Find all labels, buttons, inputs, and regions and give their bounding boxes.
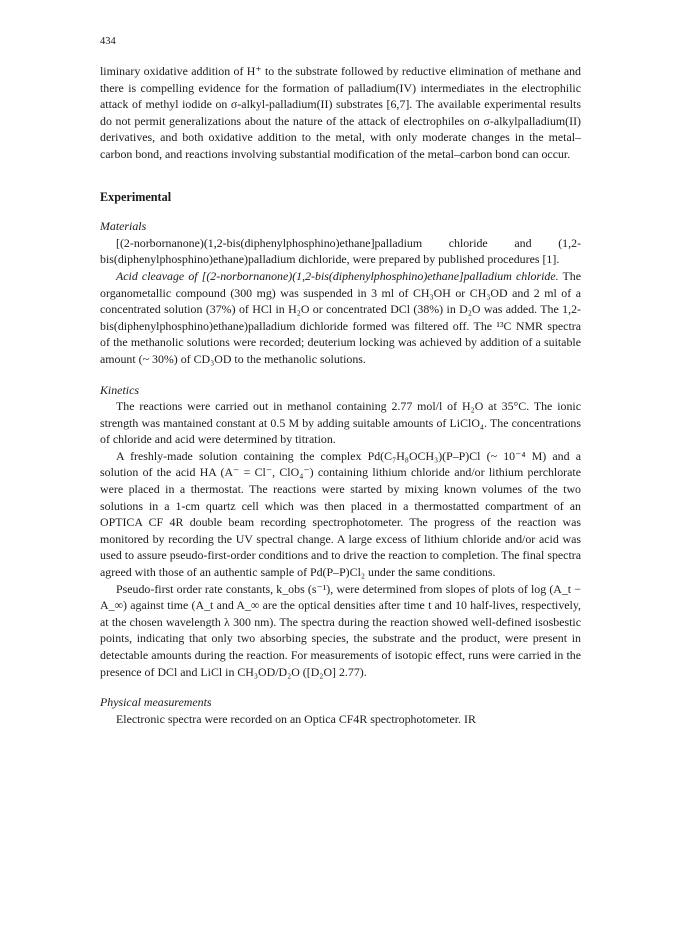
subheading-kinetics: Kinetics: [100, 382, 139, 397]
acid-cleavage-title: Acid cleavage of [(2-norbornanone)(1,2-bis(diphenylphosphino)ethane]palladium chloride.: [116, 268, 559, 283]
kinetics-paragraph-1: The reactions were carried out in methanol containing 2.77 mol/l of H₂O at 35°C. The ionic strength was mantained constant at 0.5 M by adding suitable amounts of LiClO₄. The concentrations of chloride and acid were determined by titration.: [100, 399, 581, 447]
page-number: 434: [100, 36, 116, 47]
acid-cleavage-body: The organometallic compound (300 mg) was suspended in 3 ml of CH₃OH or CH₃OD and 2 ml of a concentrated solution (37%) of HCl in H₂O or concentrated DCl (38%) in D₂O was added. The 1,2-bis(diphenylphosphino)ethane)palladium dichloride formed was filtered off. The ¹³C NMR spectra of the methanolic solutions were recorded; deuterium locking was achieved by addition of a suitable amount (~ 30%) of CD₃OD to the methanolic solutions.: [100, 268, 581, 366]
subheading-materials: Materials: [100, 219, 147, 234]
materials-paragraph-1: [(2-norbornanone)(1,2-bis(diphenylphosphino)ethane]palladium chloride and (1,2-bis(diphenylphosphino)ethane)palladium dichloride, were prepared by published procedures [1].: [100, 235, 581, 267]
materials-paragraph-2: [100, 268, 581, 368]
kinetics-paragraph-2: A freshly-made solution containing the complex Pd(C₇H₈OCH₃)(P–P)Cl (~ 10⁻⁴ M) and a solution of the acid HA (A⁻ = Cl⁻, ClO₄⁻) containing lithium chloride and/or lithium perchlorate were placed in a thermostat. The reactions were started by mixing known volumes of the two solutions in a 1-cm quartz cell which was then placed in a thermostatted compartment of an OPTICA CF 4R double beam recording spectrophotometer. The progress of the reaction was monitored by recording the UV spectral change. A large excess of lithium chloride and/or acid was used to assure pseudo-first-order conditions and to drive the reaction to completion. The final spectra agreed with those of an authentic sample of Pd(P–P)Cl₂ under the same conditions.: [100, 448, 581, 580]
page-body: [100, 63, 581, 727]
section-heading-experimental: Experimental: [100, 189, 172, 204]
physical-paragraph-1: Electronic spectra were recorded on an Optica CF4R spectrophotometer. IR: [116, 711, 476, 726]
intro-paragraph: liminary oxidative addition of H⁺ to the substrate followed by reductive elimination of methane and there is compelling evidence for the formation of palladium(IV) intermediates in the electrophilic attack of methyl iodide on σ-alkyl-palladium(II) substrates [6,7]. The available experimental results do not permit generalizations about the nature of the attack of electrophiles on σ-alkylpalladium(II) derivatives, and both oxidative addition to the metal, with only moderate changes in the metal–carbon bond, and reactions involving substantial modification of the metal–carbon bond can occur.: [100, 64, 581, 161]
subheading-physical-measurements: Physical measurements: [100, 695, 212, 710]
kinetics-paragraph-3: Pseudo-first order rate constants, k_obs (s⁻¹), were determined from slopes of plots of log (A_t − A_∞) against time (A_t and A_∞ are the optical densities after time t and 10 half-lives, respectively, at the chosen wavelength λ 300 nm). The spectra during the reaction showed well-defined isosbestic points, indicating that only two absorbing species, the substrate and the product, were present in detectable amounts during the reaction. For measurements of isotopic effect, runs were carried in the presence of DCl and LiCl in CH₃OD/D₂O ([D₂O] 2.77).: [100, 581, 581, 679]
